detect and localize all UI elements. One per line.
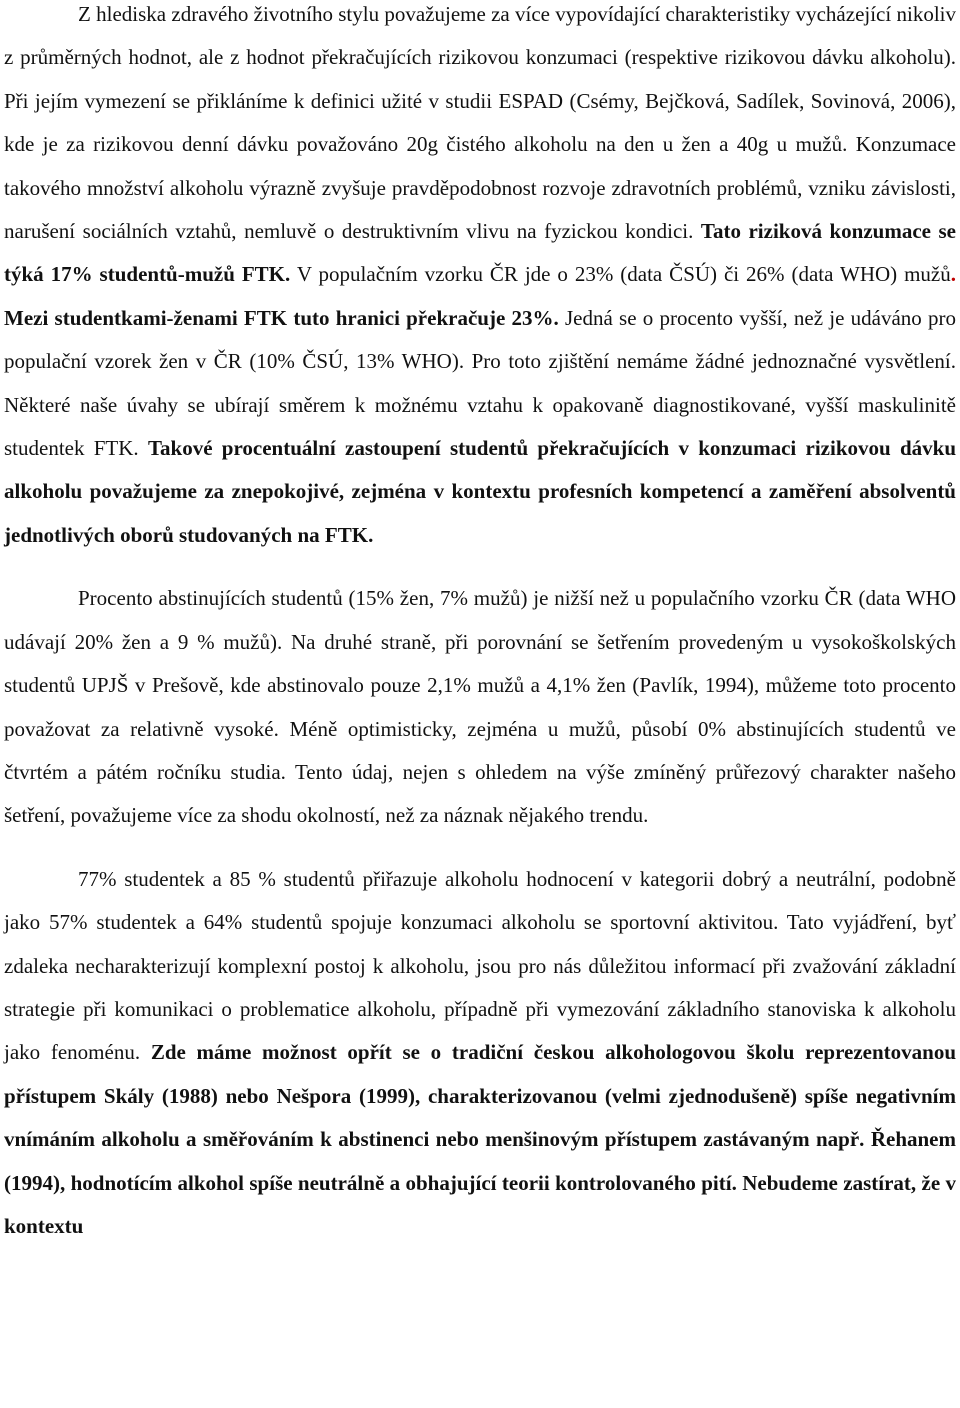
text-run: V populačním vzorku ČR jde o 23% (data ČSÚ) či 26% (data WHO) mužů — [290, 262, 951, 287]
bold-text-run: Nebudeme zastírat, že v kontextu — [4, 1170, 957, 1238]
document-page — [4, 0, 956, 1248]
text-run: 77% studentek a 85 % studentů přiřazuje alkoholu hodnocení v kategorii dobrý a neutrální, podobně jako 57% studentek a 64% studentů spojuje konzumaci alkoholu se sportovní aktivitou. Tato vyjádření, byť zdaleka necharakterizují komplexní postoj k alkoholu, jsou pro nás důležitou informací při zvažování základní strategie při komunikaci o problematice alkoholu, případně při vymezování základního stanoviska k alkoholu jako fenoménu. — [4, 866, 956, 1065]
text-run: Procento abstinujících studentů (15% žen, 7% mužů) je nižší než u populačního vzorku ČR (data WHO udávají 20% žen a 9 % mužů). Na druhé straně, při porovnání se šetřením provedeným u vysokoškolských studentů UPJŠ v Prešově, kde abstinovalo pouze 2,1% mužů a 4,1% žen (Pavlík, 1994), můžeme toto procento považovat za relativně vysoké. Méně optimisticky, zejména u mužů, působí 0% abstinujících studentů ve čtvrtém a pátém ročníku studia. Tento údaj, nejen s ohledem na výše zmíněný průřezový charakter našeho šetření, považujeme více za shodu okolností, než za náznak nějakého trendu. — [4, 586, 956, 828]
text-run: Z hlediska zdravého životního stylu považujeme za více vypovídající charakteristiky vycházející nikoliv z průměrných hodnot, ale z hodnot překračujících rizikovou konzumaci (respektive rizikovou dávku alkoholu). Při jejím vymezení se přikláníme k definici užité v studii ESPAD (Csémy, Bejčková, Sadílek, Sovinová, 2006), kde je za rizikovou denní dávku považováno 20g čistého alkoholu na den u žen a 40g u mužů. Konzumace takového množství alkoholu výrazně zvyšuje pravděpodobnost rozvoje zdravotních problémů, vzniku závislosti, narušení sociálních vztahů, nemluvě o destruktivním vlivu na fyzickou kondici. — [4, 2, 956, 244]
paragraph-risky-consumption — [4, 0, 956, 557]
red-period-mark: . — [950, 262, 956, 287]
paragraph-abstinence — [4, 577, 956, 837]
bold-text-run: Mezi studentkami-ženami FTK tuto hranici překračuje 23%. — [4, 305, 559, 330]
bold-text-run: Tato riziková konzumace se týká 17% studentů-mužů FTK. — [4, 219, 956, 287]
bold-text-run: Zde máme možnost opřít se o tradiční českou alkohologovou školu reprezentovanou přístupem Skály (1988) nebo Nešpora (1999), charakterizovanou (velmi zjednodušeně) spíše negativním vnímáním alkoholu a směřováním k abstinenci nebo menšinovým přístupem zastávaným např. Řehanem (1994), hodnotícím alkohol spíše neutrálně a obhajující teorii kontrolovaného pití. — [4, 1040, 957, 1195]
text-run: Jedná se o procento vyšší, než je udáváno pro populační vzorek žen v ČR (10% ČSÚ, 13% WHO). Pro toto zjištění nemáme žádné jednoznačné vysvětlení. Některé naše úvahy se ubírají směrem k možnému vztahu k opakovaně diagnostikované, vyšší maskulinitě studentek FTK. — [4, 305, 957, 461]
bold-text-run: Takové procentuální zastoupení studentů překračujících v konzumaci rizikovou dávku alkoholu považujeme za znepokojivé, zejména v kontextu profesních kompetencí a zaměření absolventů jednotlivých oborů studovaných na FTK. — [4, 436, 956, 547]
paragraph-attitudes — [4, 858, 956, 1249]
